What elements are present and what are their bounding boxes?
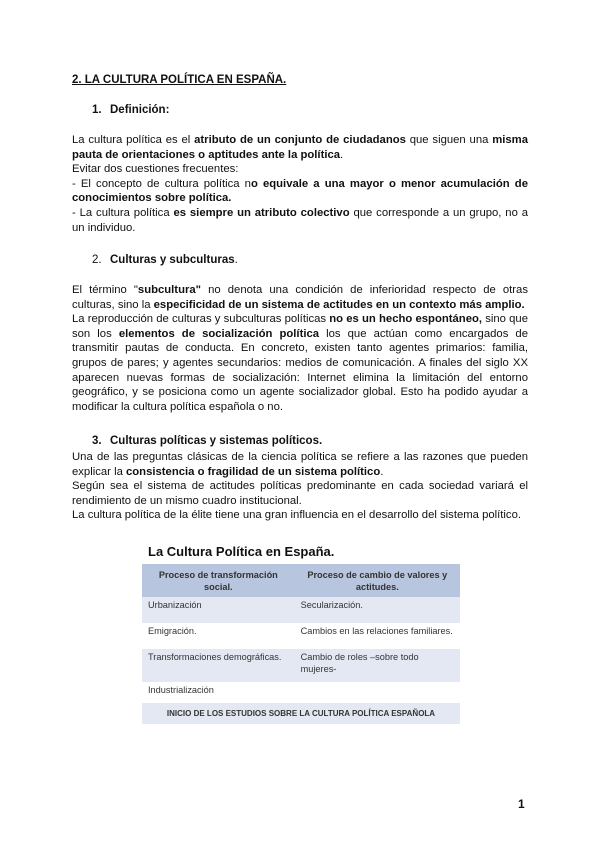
text-run: que corresponde a un grupo, no a un individuo. <box>72 206 528 234</box>
table-header-row <box>142 564 460 597</box>
table-cell: Transformaciones demográficas. <box>142 649 295 682</box>
table-row <box>142 623 460 649</box>
table-cell: Urbanización <box>142 597 295 623</box>
text-run: La cultura política es el <box>72 134 195 146</box>
bold-run: o equivale a una mayor o menor acumulación de conocimientos sobre política. <box>72 177 528 205</box>
bold-run: no es un hecho espontáneo, <box>329 313 483 326</box>
section-3-body <box>72 450 528 523</box>
text-run: . <box>234 254 238 266</box>
section-3-number: 3. <box>92 435 102 447</box>
table-cell: Secularización. <box>295 597 460 623</box>
text-run: los que actúan como encargados de transmitir pautas de conducta. En concreto, existen tanto agentes primarios: familia, grupos de pares; y agentes secundarios: medios de comunicación. A finales del siglo XX aparecen nuevas formas de socialización: Internet elimina la limitación del entorno geográfico, y se posiciona como un agente socializador global. Esto ha podido ayudar a modificar la cultura política española o no. <box>72 327 528 413</box>
text-run: . <box>340 148 344 161</box>
section-2-title: Culturas y subculturas <box>110 254 235 266</box>
bold-run: elementos de socialización política <box>118 327 320 340</box>
table-footer-row <box>142 703 460 724</box>
section-3-heading <box>92 435 322 447</box>
section-1-number: 1. <box>92 104 102 116</box>
table-cell: Cambios en las relaciones familiares. <box>295 623 460 649</box>
table-cell: Cambio de roles –sobre todo mujeres- <box>295 649 460 682</box>
bold-run: consistencia o fragilidad de un sistema político <box>126 465 381 478</box>
text-run: - La cultura política <box>72 206 174 219</box>
table-row <box>142 682 460 703</box>
political-culture-table <box>142 564 460 724</box>
bold-run: es siempre un atributo colectivo <box>173 206 350 219</box>
text-run: que siguen una <box>405 134 493 146</box>
table-cell: Industrialización <box>142 682 295 703</box>
bold-run: misma pauta de orientaciones o aptitudes ante la política <box>72 134 529 161</box>
text-run: - El concepto de cultura política n <box>72 177 251 190</box>
text-run: sino que son los <box>72 313 528 340</box>
section-2-heading <box>92 254 238 266</box>
table-header-cell: Proceso de cambio de valores y actitudes. <box>295 564 460 597</box>
subculture-paragraph <box>72 283 528 312</box>
text-run: Una de las preguntas clásicas de la ciencia política se refiere a las razones que pueden explicar la <box>72 451 528 478</box>
section-2-number: 2. <box>92 254 102 266</box>
avoid-item-1 <box>72 177 528 206</box>
page-title: 2. LA CULTURA POLÍTICA EN ESPAÑA. <box>72 74 287 86</box>
bold-run: subcultura" <box>137 284 202 296</box>
section-1-body <box>72 133 528 235</box>
table-title: La Cultura Política en España. <box>148 544 335 559</box>
classic-question-paragraph <box>72 450 528 479</box>
section-1-title: Definición: <box>110 104 170 116</box>
table-header-cell: Proceso de transformación social. <box>142 564 295 597</box>
text-run: La reproducción de culturas y subculturas políticas <box>72 313 330 326</box>
text-run: El término " <box>72 284 138 296</box>
table-cell: Emigración. <box>142 623 295 649</box>
table-row <box>142 597 460 623</box>
section-2-body <box>72 283 528 414</box>
bold-run: atributo de un conjunto de ciudadanos <box>194 134 406 146</box>
section-3-title: Culturas políticas y sistemas políticos. <box>110 435 323 447</box>
text-run: . <box>380 465 384 478</box>
socialization-paragraph <box>72 312 528 414</box>
table-footer-cell: INICIO DE LOS ESTUDIOS SOBRE LA CULTURA POLÍTICA ESPAÑOLA <box>142 703 460 724</box>
section-1-heading <box>92 104 169 116</box>
table-row <box>142 649 460 682</box>
avoid-item-2 <box>72 206 528 235</box>
text-run: no denota una condición de inferioridad respecto de otras culturas, sino la <box>72 284 528 311</box>
attitudes-paragraph: Según sea el sistema de actitudes políticas predominante en cada sociedad variará el rendimiento de un mismo cuadro institucional. <box>72 480 528 507</box>
avoid-intro: Evitar dos cuestiones frecuentes: <box>72 163 239 176</box>
bold-run: especificidad de un sistema de actitudes en un contexto más amplio. <box>153 298 525 311</box>
elite-paragraph: La cultura política de la élite tiene una gran influencia en el desarrollo del sistema político. <box>72 509 522 522</box>
definition-paragraph <box>72 133 528 162</box>
table-cell <box>295 682 460 703</box>
page-number: 1 <box>518 797 525 811</box>
